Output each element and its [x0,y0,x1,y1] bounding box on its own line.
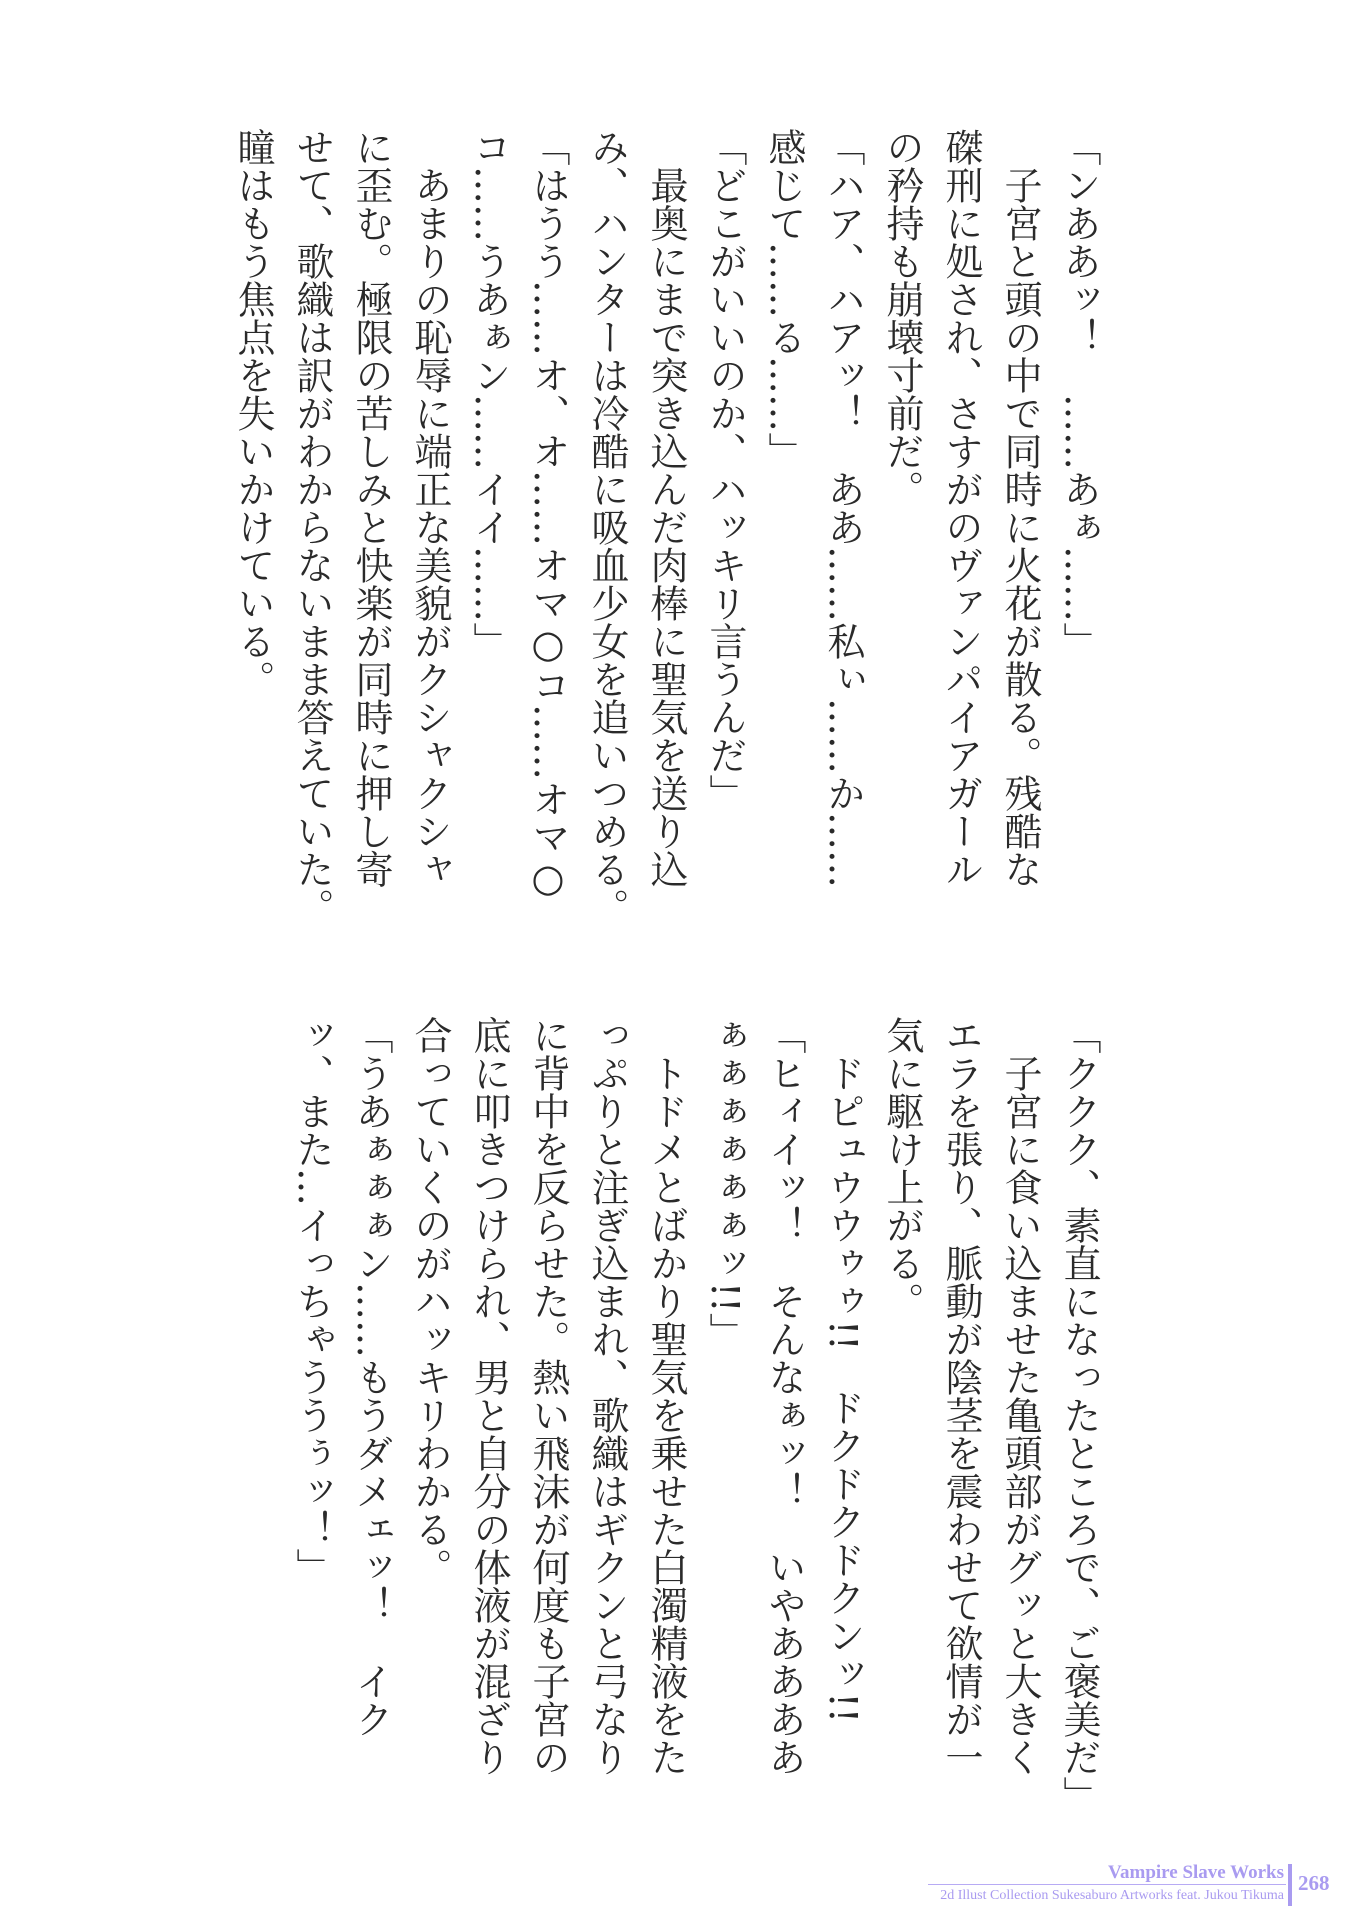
text-line: エラを張り、脈動が陰茎を震わせて欲情が一 [939,1016,983,1776]
text-line: あまりの恥辱に端正な美貌がクシャクシャ [408,128,452,888]
text-line: 底に叩きつけられ、男と自分の体液が混ざり [467,1016,511,1776]
text-line: ドピュウウゥゥ!! ドクドクドクンッ!! [821,1016,865,1724]
text-line: 合っていくのがハッキリわかる。 [408,1016,452,1586]
text-block-bottom [282,1016,1108,1816]
text-line: 瞳はもう焦点を失いかけている。 [231,128,275,698]
text-line: 「どこがいいのか、ハッキリ言うんだ」 [703,128,747,812]
text-line: 子宮と頭の中で同時に火花が散る。残酷な [998,128,1042,888]
text-line: の矜持も崩壊寸前だ。 [880,128,924,508]
text-line: み、ハンターは冷酷に吸血少女を追いつめる。 [585,128,629,926]
text-line: ぁぁぁぁぁぁッ!!」 [703,1016,747,1351]
page-number: 268 [1298,1871,1330,1895]
book-title: Vampire Slave Works [1108,1862,1284,1883]
text-line: 「うあぁぁぁン……もうダメェッ！ イク [349,1016,393,1738]
text-line: 「ハア、ハアッ！ ああ……私ぃ……か…… [821,128,865,888]
text-line: 感じて……る……」 [762,128,806,470]
footer-vertical-bar [1288,1864,1292,1906]
text-line: 「はうう……オ、オ……オマ○コ……オマ○ [526,128,570,900]
text-line: 「ンああッ！ ……あぁ……」 [1057,128,1101,660]
text-line: せて、歌織は訳がわからないまま答えていた。 [290,128,334,926]
page-footer [900,1858,1360,1918]
text-line: 気に駆け上がる。 [880,1016,924,1320]
footer-divider [928,1884,1286,1885]
text-line: っぷりと注ぎ込まれ、歌織はギクンと弓なり [585,1016,629,1776]
text-line: コ……うあぁン……イイ……」 [467,128,511,660]
text-line: に背中を反らせた。熱い飛沫が何度も子宮の [526,1016,570,1776]
text-line: ッ、また…イっちゃううぅッ！」 [290,1016,334,1586]
text-line: 最奥にまで突き込んだ肉棒に聖気を送り込 [644,128,688,888]
book-subtitle: 2d Illust Collection Sukesaburo Artworks feat. Jukou Tikuma [940,1888,1284,1903]
text-line: に歪む。極限の苦しみと快楽が同時に押し寄 [349,128,393,888]
text-line: 「ククク、素直になったところで、ご褒美だ」 [1057,1016,1101,1814]
text-line: 子宮に食い込ませた亀頭部がグッと大きく [998,1016,1042,1776]
text-line: トドメとばかり聖気を乗せた白濁精液をた [644,1016,688,1776]
text-line: 磔刑に処され、さすがのヴァンパイアガール [939,128,983,888]
text-block-top [223,128,1108,928]
text-line: 「ヒィイッ！ そんなぁッ！ いやああああ [762,1016,806,1776]
